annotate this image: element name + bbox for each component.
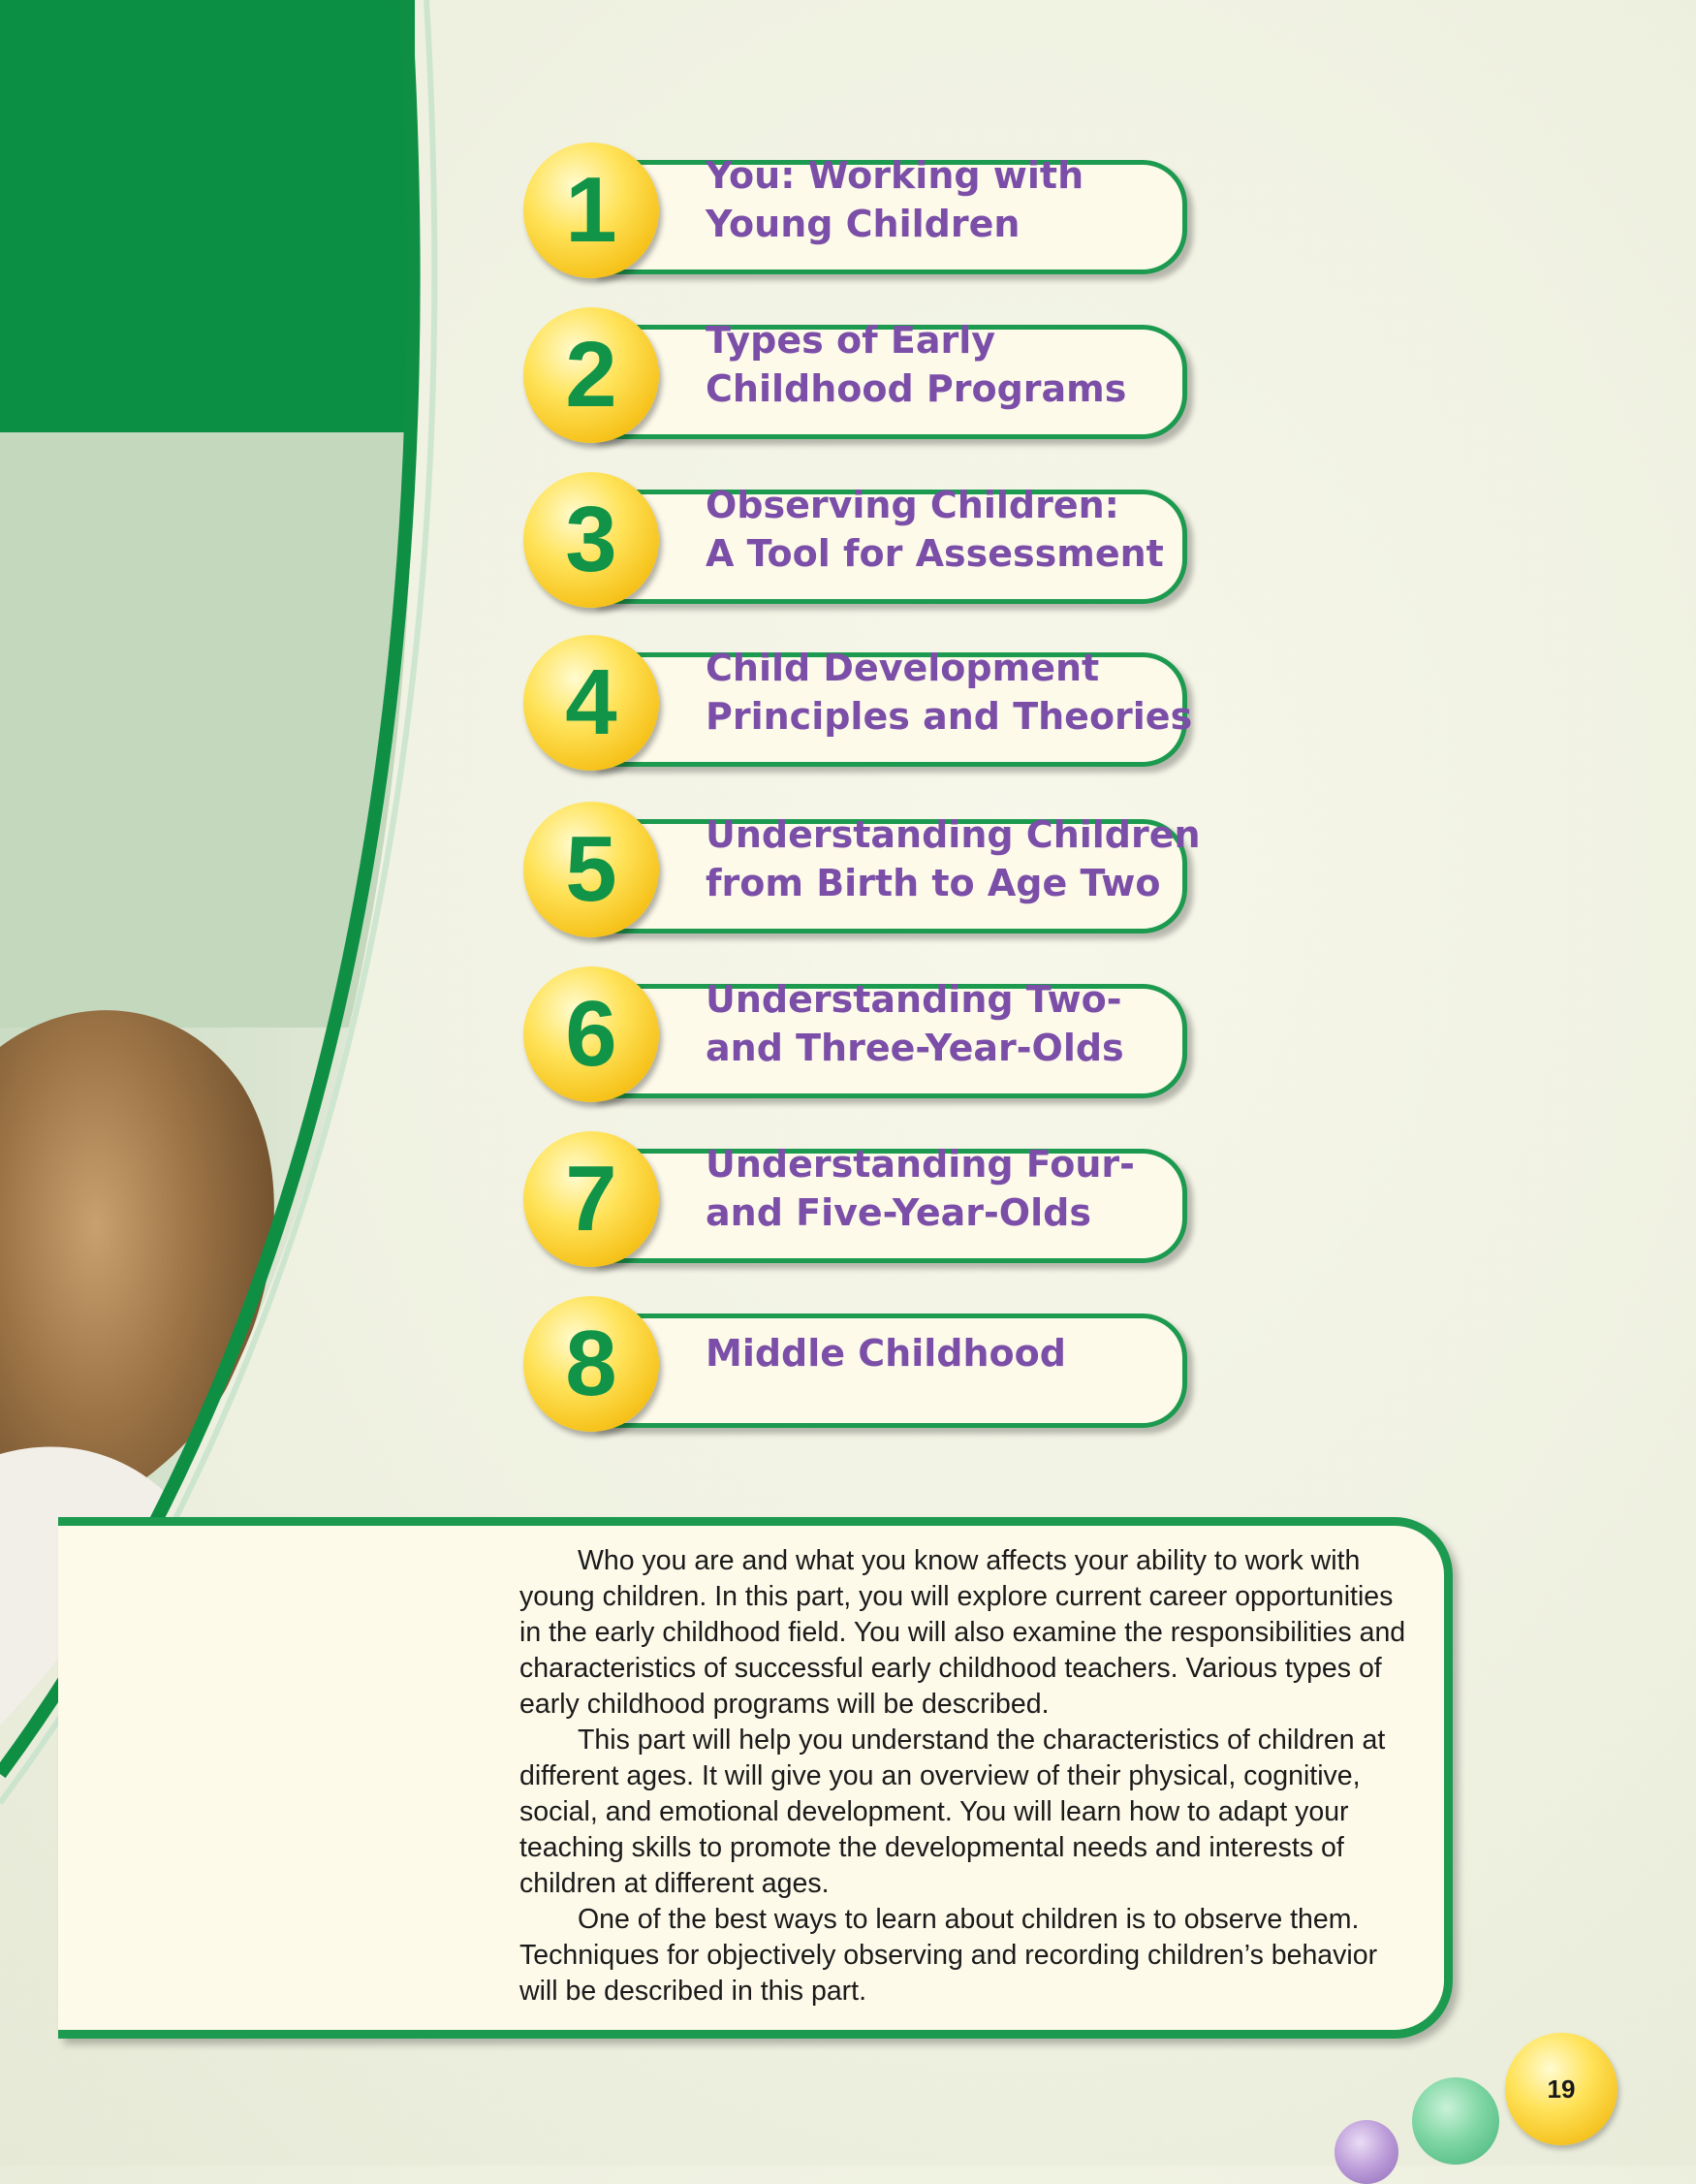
intro-text — [519, 1543, 1416, 2010]
chapter-number-badge — [523, 142, 659, 278]
page-number: 19 — [1547, 2073, 1576, 2104]
chapter-number-badge — [523, 307, 659, 443]
chapter-item-4[interactable] — [523, 635, 1241, 761]
chapter-number: 1 — [565, 158, 617, 262]
chapter-number-badge — [523, 1131, 659, 1267]
chapter-item-6[interactable] — [523, 966, 1241, 1092]
intro-paragraph: This part will help you understand the characteristics of children at different ages. It will give you an overview of their physical, cognitive, social, and emotional development. You will learn how to adapt your teaching skills to promote the developmental needs and interests of children at different ages. — [519, 1725, 1386, 1899]
decorative-bubble — [1412, 2077, 1499, 2165]
chapter-number-badge — [523, 966, 659, 1102]
chapter-number: 3 — [565, 488, 617, 591]
chapter-item-7[interactable] — [523, 1131, 1241, 1257]
chapter-title: Observing Children: A Tool for Assessment — [706, 484, 1164, 575]
green-banner — [0, 0, 415, 432]
chapter-number-badge — [523, 635, 659, 771]
chapter-item-3[interactable] — [523, 472, 1241, 598]
chapter-title: Understanding Children from Birth to Age Two — [706, 813, 1201, 904]
chapter-title: Middle Childhood — [706, 1332, 1066, 1375]
chapter-title: Child Development Principles and Theories — [706, 647, 1193, 738]
chapter-number-badge — [523, 802, 659, 937]
chapter-number: 5 — [565, 817, 617, 921]
page-number-badge — [1505, 2033, 1617, 2145]
chapter-item-5[interactable] — [523, 802, 1241, 928]
chapter-number: 2 — [565, 323, 617, 427]
chapter-item-2[interactable] — [523, 307, 1241, 433]
intro-paragraph: One of the best ways to learn about children is to observe them. Techniques for objectively observing and recording children’s behavior will be described in this part. — [519, 1904, 1378, 2007]
chapter-number: 8 — [565, 1312, 617, 1415]
chapter-number: 4 — [565, 650, 617, 754]
chapter-title: Types of Early Childhood Programs — [706, 319, 1127, 410]
chapter-number-badge — [523, 472, 659, 608]
chapter-item-1[interactable] — [523, 142, 1241, 269]
intro-paragraph: Who you are and what you know affects your ability to work with young children. In this part, you will explore current career opportunities in the early childhood field. You will also examine the responsibilities and characteristics of successful early childhood teachers. Various types of early childhood programs will be described. — [519, 1545, 1406, 1720]
decorative-bubble — [1335, 2120, 1398, 2184]
chapter-item-8[interactable] — [523, 1296, 1241, 1422]
chapter-number: 6 — [565, 982, 617, 1086]
chapter-title: Understanding Four- and Five-Year-Olds — [706, 1143, 1135, 1234]
chapter-title: You: Working with Young Children — [706, 154, 1084, 245]
chapter-number: 7 — [565, 1147, 617, 1250]
chapter-number-badge — [523, 1296, 659, 1432]
chapter-title: Understanding Two- and Three-Year-Olds — [706, 978, 1124, 1069]
